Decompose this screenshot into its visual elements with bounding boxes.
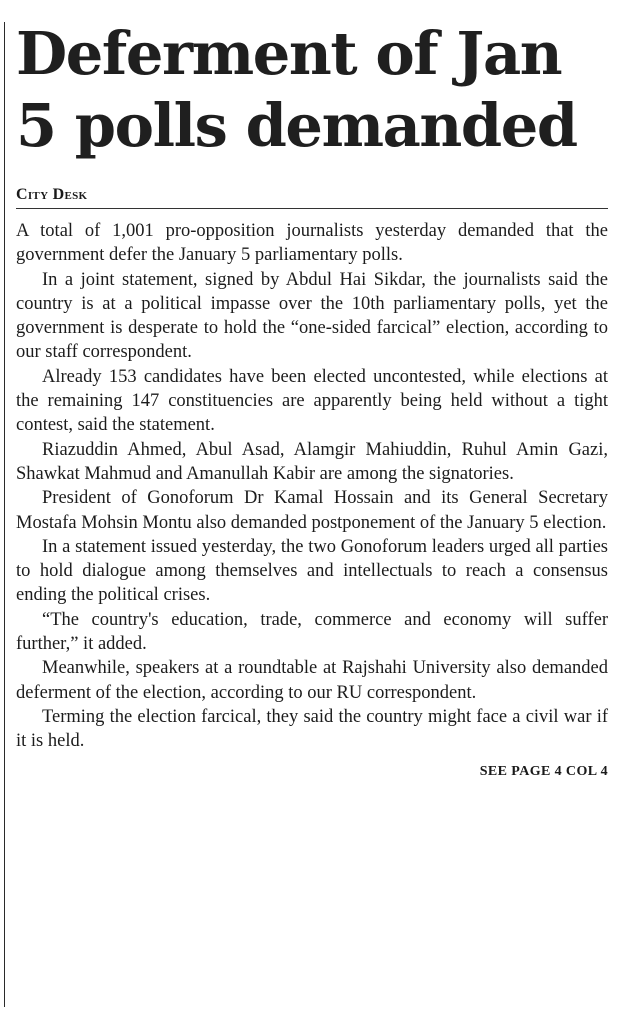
news-article xyxy=(16,18,608,780)
paragraph: Already 153 candidates have been elected uncontested, while elections at the remaining 147 constituencies are apparently being held without a tight contest, said the statement. xyxy=(16,366,608,436)
paragraph: Terming the election farcical, they said the country might face a civil war if it is held. xyxy=(16,706,608,752)
paragraph: In a joint statement, signed by Abdul Hai Sikdar, the journalists said the country is at a political impasse over the 10th parliamentary polls, yet the government is desperate to hold the “one-sided farcical” election, according to our staff correspondent. xyxy=(16,269,608,363)
byline xyxy=(16,184,608,206)
byline-text: City Desk xyxy=(16,186,88,203)
paragraph: In a statement issued yesterday, the two Gonoforum leaders urged all parties to hold dialogue among themselves and intellectuals to reach a consensus ending the political crises. xyxy=(16,536,608,606)
paragraph: “The country's education, trade, commerce and economy will suffer further,” it added. xyxy=(16,609,608,655)
article-body xyxy=(16,219,608,754)
byline-divider xyxy=(16,208,608,209)
paragraph: Riazuddin Ahmed, Abul Asad, Alamgir Mahiuddin, Ruhul Amin Gazi, Shawkat Mahmud and Amanullah Kabir are among the signatories. xyxy=(16,439,608,484)
paragraph: President of Gonoforum Dr Kamal Hossain and its General Secretary Mostafa Mohsin Montu also demanded postponement of the January 5 election. xyxy=(16,488,608,533)
column-rule xyxy=(4,22,5,1007)
continuation-line: SEE PAGE 4 COL 4 xyxy=(479,763,608,779)
headline: Deferment of Jan 5 polls demanded xyxy=(16,19,577,160)
paragraph: Meanwhile, speakers at a roundtable at Rajshahi University also demanded deferment of the election, according to our RU correspondent. xyxy=(16,658,608,703)
paragraph: A total of 1,001 pro-opposition journalists yesterday demanded that the government defer the January 5 parliamentary polls. xyxy=(16,221,608,266)
